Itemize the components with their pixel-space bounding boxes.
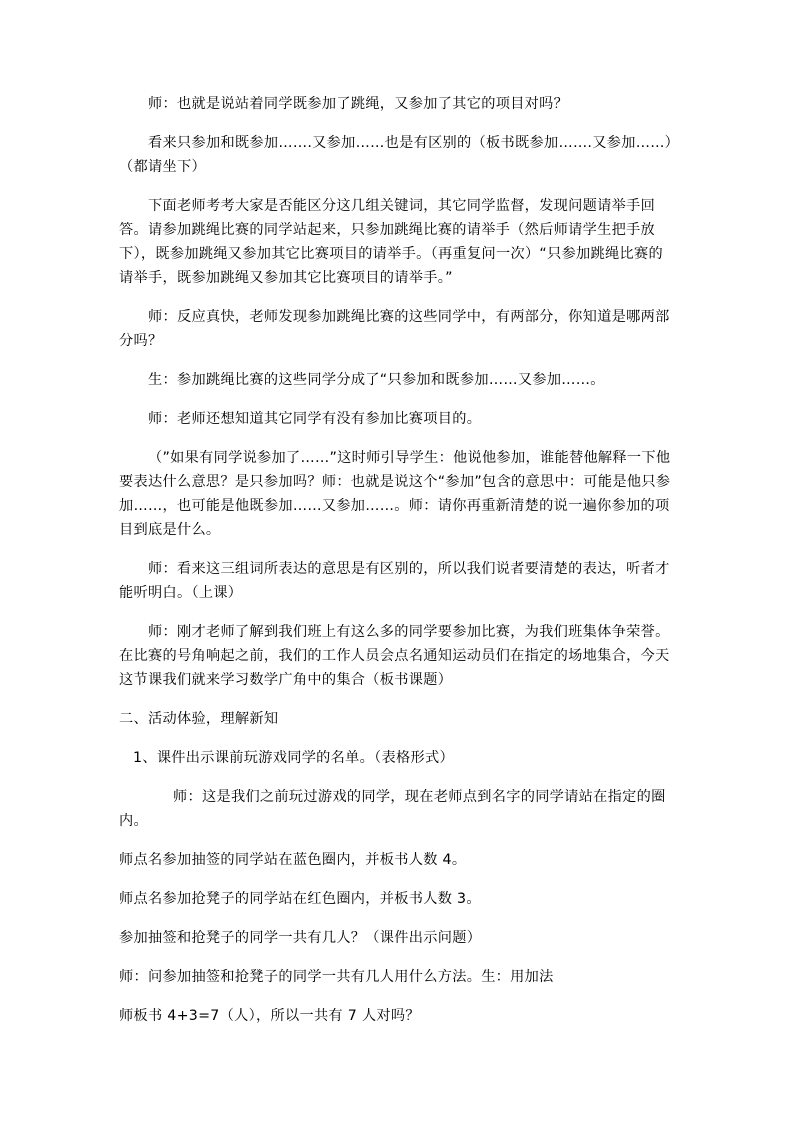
paragraph: 师：这是我们之前玩过游戏的同学，现在老师点到名字的同学请站在指定的圈内。	[119, 789, 666, 829]
paragraph: 师板书 4+3=7（人），所以一共有 7 人对吗？	[119, 1008, 420, 1024]
paragraph: 生：参加跳绳比赛的这些同学分成了“只参加和既参加……又参加……。	[148, 372, 605, 388]
paragraph: （”如果有同学说参加了……”这时师引导学生：他说他参加，谁能替他解释一下他要表达什么意思？是只参加吗？师：也就是说这个“参加”包含的意思中：可能是他只参加……，也可能是他既参加……又参加……。师：请你再重新清楚的说一遍你参加的项目到底是什么。	[119, 450, 671, 538]
section-heading: 二、活动体验，理解新知	[119, 711, 279, 727]
paragraph: 师点名参加抽签的同学站在蓝色圈内，并板书人数 4。	[119, 852, 467, 868]
paragraph: 看来只参加和既参加…….又参加……也是有区别的（板书既参加…….又参加……）（都请坐下）	[119, 135, 673, 175]
paragraph: 师：反应真快，老师发现参加跳绳比赛的这些同学中，有两部分，你知道是哪两部分吗？	[119, 309, 670, 349]
document-body	[119, 92, 677, 1043]
paragraph: 师：问参加抽签和抢凳子的同学一共有几人用什么方法。生：用加法	[119, 969, 554, 985]
paragraph: 师：看来这三组词所表达的意思是有区别的，所以我们说者要清楚的表达，听者才能听明白。（上课）	[119, 561, 670, 601]
paragraph: 下面老师考考大家是否能区分这几组关键词，其它同学监督，发现问题请举手回答。请参加跳绳比赛的同学站起来，只参加跳绳比赛的请举手（然后师请学生把手放下），既参加跳绳又参加其它比赛项目的请举手。（再重复问一次）“只参加跳绳比赛的请举手，既参加跳绳又参加其它比赛项目的请举手。”	[119, 198, 663, 286]
paragraph: 师：也就是说站着同学既参加了跳绳，又参加了其它的项目对吗？	[148, 96, 569, 112]
paragraph: 师：刚才老师了解到我们班上有这么多的同学要参加比赛，为我们班集体争荣誉。在比赛的号角响起之前，我们的工作人员会点名通知运动员们在指定的场地集合，今天这节课我们就来学习数学广角中的集合（板书课题）	[119, 624, 670, 688]
paragraph: 1、课件出示课前玩游戏同学的名单。（表格形式）	[133, 750, 454, 766]
paragraph: 参加抽签和抢凳子的同学一共有几人？（课件出示问题）	[119, 930, 482, 946]
paragraph: 师点名参加抢凳子的同学站在红色圈内，并板书人数 3。	[119, 891, 481, 907]
paragraph: 师：老师还想知道其它同学有没有参加比赛项目的。	[148, 411, 482, 427]
